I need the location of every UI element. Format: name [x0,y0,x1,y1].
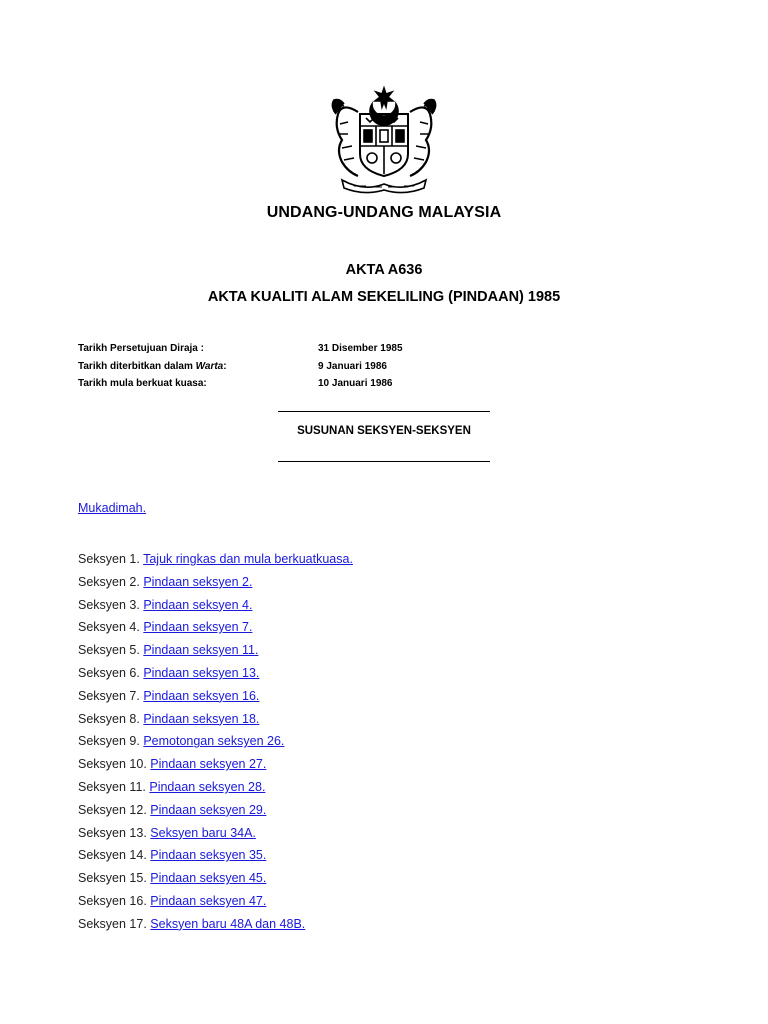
gazette-row [78,361,538,379]
list-item [78,666,353,689]
section-link[interactable]: Pindaan seksyen 13. [143,665,260,680]
section-number: Seksyen 8. [78,711,140,726]
section-number: Seksyen 16. [78,893,147,908]
section-link[interactable]: Seksyen baru 48A dan 48B. [150,916,306,931]
section-link[interactable]: Pindaan seksyen 47. [150,893,267,908]
list-item [78,871,353,894]
section-link[interactable]: Pindaan seksyen 35. [150,848,267,863]
malaysia-coat-of-arms-icon [320,84,448,196]
commencement-label: Tarikh mula berkuat kuasa: [78,378,207,389]
act-number: AKTA A636 [345,262,423,278]
list-item [78,689,353,712]
law-title: UNDANG-UNDANG MALAYSIA [266,204,502,221]
section-list [78,552,353,940]
dates-table [78,343,538,396]
list-item [78,757,353,780]
gazette-label-prefix: Tarikh diterbitkan dalam [78,360,196,372]
section-number: Seksyen 17. [78,916,147,931]
section-number: Seksyen 10. [78,757,147,772]
royal-assent-value: 31 Disember 1985 [318,343,403,354]
section-number: Seksyen 9. [78,734,140,749]
royal-assent-row [78,343,538,361]
preamble-item [78,501,146,515]
section-number: Seksyen 12. [78,802,147,817]
section-number: Seksyen 2. [78,574,140,589]
act-title: AKTA KUALITI ALAM SEKELILING (PINDAAN) 1985 [207,289,561,305]
gazette-label [78,361,227,372]
list-item [78,848,353,871]
section-number: Seksyen 4. [78,620,140,635]
section-link[interactable]: Pindaan seksyen 2. [143,574,253,589]
commencement-value: 10 Januari 1986 [318,378,393,389]
list-item [78,780,353,803]
section-number: Seksyen 13. [78,825,147,840]
section-link[interactable]: Pindaan seksyen 7. [143,620,253,635]
divider-bottom [278,461,490,462]
section-link[interactable]: Pindaan seksyen 28. [149,779,266,794]
divider-top [278,411,490,412]
list-item [78,712,353,735]
preamble-link[interactable]: Mukadimah. [78,501,147,515]
section-link[interactable]: Pindaan seksyen 4. [143,597,253,612]
gazette-label-suffix: : [223,360,227,372]
list-item [78,552,353,575]
section-number: Seksyen 3. [78,597,140,612]
section-number: Seksyen 14. [78,848,147,863]
list-item [78,734,353,757]
gazette-label-italic: Warta [195,360,224,372]
royal-assent-label: Tarikh Persetujuan Diraja : [78,343,204,354]
commencement-row [78,378,538,396]
section-link[interactable]: Pindaan seksyen 45. [150,871,267,886]
section-link[interactable]: Seksyen baru 34A. [150,825,256,840]
toc-heading: SUSUNAN SEKSYEN-SEKSYEN [297,425,471,437]
gazette-value: 9 Januari 1986 [318,360,387,372]
section-link[interactable]: Pindaan seksyen 18. [143,711,260,726]
list-item [78,894,353,917]
section-number: Seksyen 6. [78,665,140,680]
list-item [78,917,353,940]
section-link[interactable]: Tajuk ringkas dan mula berkuatkuasa. [143,552,353,566]
section-number: Seksyen 15. [78,871,147,886]
section-link[interactable]: Pindaan seksyen 16. [143,688,260,703]
section-number: Seksyen 5. [78,643,140,658]
list-item [78,575,353,598]
list-item [78,620,353,643]
section-link[interactable]: Pindaan seksyen 27. [150,757,267,772]
section-link[interactable]: Pindaan seksyen 29. [150,802,267,817]
list-item [78,598,353,621]
section-number: Seksyen 1. [78,552,140,566]
section-number: Seksyen 7. [78,688,140,703]
list-item [78,803,353,826]
list-item [78,643,353,666]
section-link[interactable]: Pindaan seksyen 11. [143,643,259,658]
section-link[interactable]: Pemotongan seksyen 26. [143,734,285,749]
section-number: Seksyen 11. [78,779,146,794]
list-item [78,826,353,849]
